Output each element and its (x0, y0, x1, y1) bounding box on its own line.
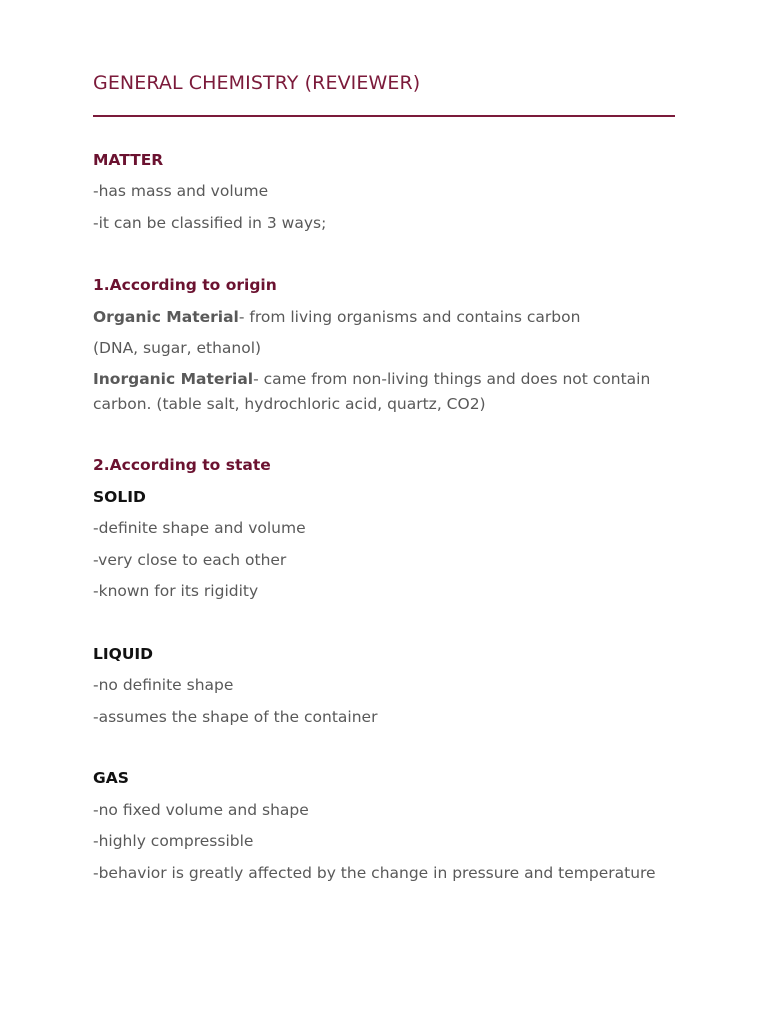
liquid-heading-text: LIQUID (93, 645, 154, 663)
gas-heading (93, 766, 675, 791)
organic-material-line (93, 305, 675, 330)
inorganic-material-paragraph (93, 367, 675, 417)
matter-line: -has mass and volume (93, 182, 269, 200)
matter-heading (93, 148, 675, 173)
gas-heading-text: GAS (93, 769, 129, 787)
organic-material-examples: (DNA, sugar, ethanol) (93, 339, 262, 357)
gas-line: -no fixed volume and shape (93, 801, 309, 819)
solid-heading-text: SOLID (93, 488, 146, 506)
solid-heading (93, 485, 675, 510)
organic-material-text: - from living organisms and contains carbon (238, 308, 581, 326)
matter-line: -it can be classified in 3 ways; (93, 214, 327, 232)
liquid-heading (93, 642, 675, 667)
inorganic-material-text: - came from non-living things and does not contain carbon. (table salt, hydrochloric acid, quartz, CO2) (93, 370, 651, 413)
solid-line: -definite shape and volume (93, 519, 306, 537)
state-heading (93, 453, 675, 478)
solid-line: -known for its rigidity (93, 582, 259, 600)
state-heading-text: 2.According to state (93, 456, 271, 474)
inorganic-material-term: Inorganic Material (93, 370, 254, 388)
gas-line: -highly compressible (93, 832, 254, 850)
origin-heading (93, 273, 675, 298)
organic-material-term: Organic Material (93, 308, 239, 326)
liquid-line: -assumes the shape of the container (93, 708, 378, 726)
origin-heading-text: 1.According to origin (93, 276, 277, 294)
matter-heading-text: MATTER (93, 151, 164, 169)
gas-line: -behavior is greatly affected by the change in pressure and temperature (93, 864, 656, 882)
document-title: GENERAL CHEMISTRY (REVIEWER) (93, 72, 421, 94)
title-divider (93, 115, 675, 117)
liquid-line: -no definite shape (93, 676, 234, 694)
solid-line: -very close to each other (93, 551, 287, 569)
